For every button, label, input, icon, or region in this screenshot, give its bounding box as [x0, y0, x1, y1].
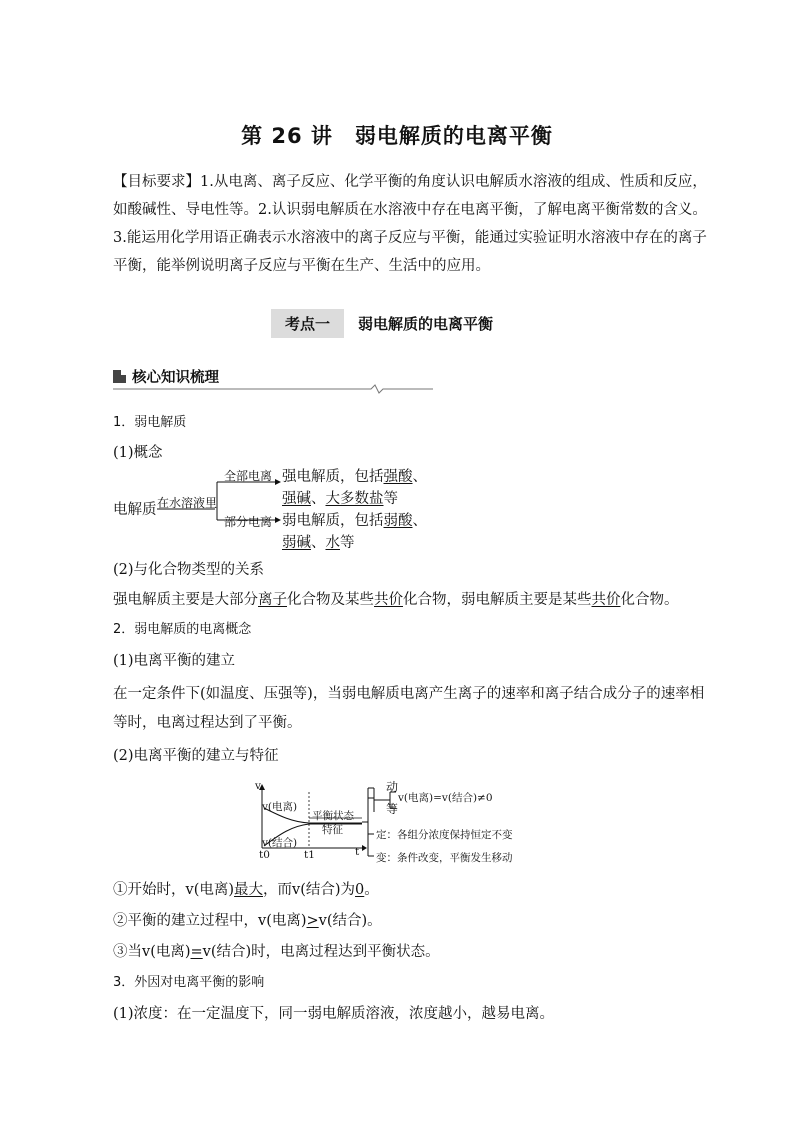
feature-bian: 变：条件改变，平衡发生移动: [376, 852, 513, 864]
point-1-c: ，而v(结合)为: [263, 882, 356, 898]
topic-title: 弱电解质的电离平衡: [358, 314, 494, 333]
weak-text: 弱电解质，包括: [282, 513, 384, 529]
t-axis-arrow: [362, 845, 367, 851]
diagram-condition: 在水溶液里: [157, 496, 218, 510]
point-3-a: ③当v(电离): [113, 944, 191, 960]
branch-bottom-label: 部分电离: [224, 515, 273, 529]
relation-e: 化合物，弱电解质主要是某些: [403, 592, 592, 608]
page-title: 第 26 讲 弱电解质的电离平衡: [241, 124, 553, 148]
relation-text: [113, 590, 679, 610]
point-2: [113, 911, 382, 931]
graph-t0: t0: [259, 849, 270, 861]
feature-deng-text: v(电离)=v(结合)≠0: [398, 792, 493, 804]
point-1-zero: 0: [355, 882, 365, 898]
topic-tag: 考点一: [271, 309, 344, 338]
strong-text: 强电解质，包括: [282, 469, 384, 485]
s2-sub1: (1)电离平衡的建立: [113, 653, 236, 669]
s2-text-2: 等时，电离过程达到了平衡。: [113, 715, 302, 731]
goals-label: 【目标要求】: [113, 174, 200, 190]
strong-sep: 、: [412, 469, 427, 485]
goals-line-1: [113, 172, 707, 192]
graph-t1: t1: [304, 849, 315, 861]
s1-heading: 1．弱电解质: [113, 415, 187, 430]
graph-eq-state: 平衡状态: [312, 810, 354, 822]
point-1-max: 最大: [234, 882, 264, 898]
point-2-greater: >: [306, 913, 319, 929]
strong-electrolyte-line2: [282, 489, 398, 509]
relation-a: 强电解质主要是大部分: [113, 592, 258, 608]
strong-sep-2: 、: [311, 491, 326, 507]
feature-ding: 定：各组分浓度保持恒定不变: [376, 829, 513, 841]
relation-heading: (2)与化合物类型的关系: [113, 562, 265, 578]
graph-feature: 特征: [322, 824, 343, 836]
s1-concept: (1)概念: [113, 445, 163, 461]
strong-electrolyte-line1: [282, 467, 427, 487]
section-divider: [113, 384, 433, 394]
point-3-c: v(结合)时，电离过程达到平衡状态。: [202, 944, 440, 960]
goals-text-1: 1.从电离、离子反应、化学平衡的角度认识电解质水溶液的组成、性质和反应，: [200, 174, 707, 190]
point-1-e: 。: [364, 882, 379, 898]
graph-t-label: t: [355, 846, 360, 858]
s2-text-1: 在一定条件下(如温度、压强等)，当弱电解质电离产生离子的速率和离子结合成分子的速率相: [113, 686, 705, 702]
s2-sub2: (2)电离平衡的建立与特征: [113, 748, 279, 764]
topic-banner: [271, 310, 493, 336]
strong-acid: 强酸: [383, 469, 413, 485]
goals-line-3: 3.能运用化学用语正确表示水溶液中的离子反应与平衡，能通过实验证明水溶液中存在的离子: [113, 230, 707, 246]
weak-acid: 弱酸: [383, 513, 413, 529]
graph-combine-label: v(结合): [262, 837, 298, 849]
goals-line-2: 如酸碱性、导电性等。2.认识弱电解质在水溶液中存在电离平衡，了解电离平衡常数的含义。: [113, 202, 707, 218]
relation-c: 化合物及某些: [287, 592, 374, 608]
diagram-root: 电解质: [113, 502, 157, 518]
graph-ionize-label: v(电离): [262, 801, 298, 813]
weak-base: 弱碱: [282, 535, 311, 551]
relation-ionic: 离子: [258, 592, 287, 608]
weak-electrolyte-line2: [282, 533, 355, 553]
weak-sep-2: 、: [311, 535, 326, 551]
section-square-icon: [113, 370, 126, 383]
point-2-a: ②平衡的建立过程中，v(电离): [113, 913, 307, 929]
strong-end: 等: [383, 491, 398, 507]
point-1-a: ①开始时，v(电离): [113, 882, 235, 898]
s2-heading: 2．弱电解质的电离概念: [113, 622, 252, 637]
point-2-c: v(结合)。: [318, 913, 382, 929]
strong-base: 强碱: [282, 491, 311, 507]
relation-g: 化合物。: [620, 592, 679, 608]
water: 水: [325, 535, 340, 551]
section-heading-text: 核心知识梳理: [132, 370, 219, 386]
branch-top-label: 全部电离: [224, 469, 273, 483]
point-1: [113, 880, 379, 900]
goals-line-4: 平衡，能举例说明离子反应与平衡在生产、生活中的应用。: [113, 258, 490, 274]
point-3: [113, 942, 440, 962]
feature-deng: 等: [386, 802, 399, 816]
s3-heading: 3．外因对电离平衡的影响: [113, 975, 265, 990]
weak-sep: 、: [412, 513, 427, 529]
weak-electrolyte-line1: [282, 511, 427, 531]
relation-covalent-1: 共价: [374, 592, 403, 608]
graph-v-label: v: [255, 780, 261, 792]
weak-end: 等: [340, 535, 355, 551]
most-salts: 大多数盐: [325, 491, 384, 507]
relation-covalent-2: 共价: [591, 592, 621, 608]
point-3-equal: =: [190, 944, 203, 960]
s3-text: (1)浓度：在一定温度下，同一弱电解质溶液，浓度越小，越易电离。: [113, 1006, 555, 1022]
feature-dong: 动: [386, 780, 399, 794]
